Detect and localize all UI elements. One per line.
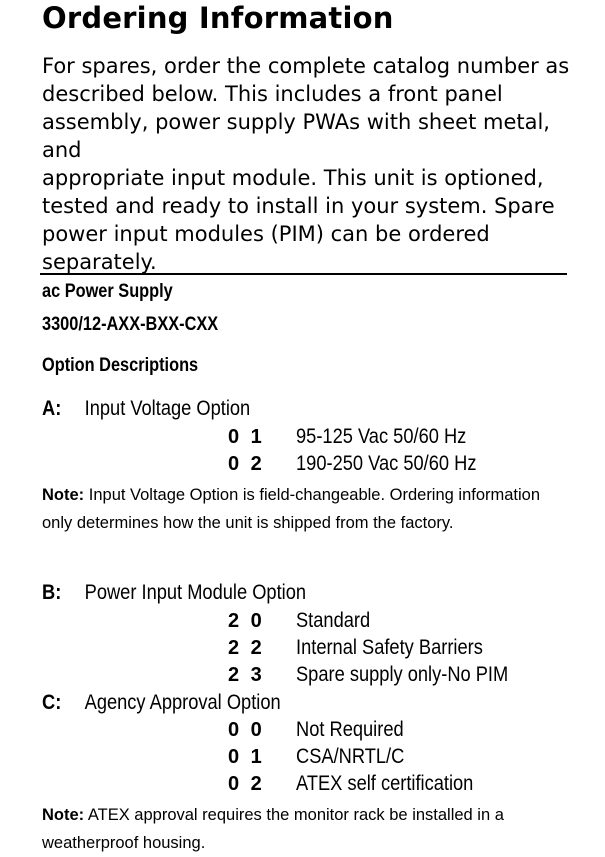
option-code: 0 0	[228, 719, 265, 741]
option-b-name: Power Input Module Option	[84, 581, 307, 604]
option-description: CSA/NRTL/C	[296, 745, 405, 768]
option-description: Spare supply only-No PIM	[296, 663, 509, 686]
section-divider	[40, 273, 567, 275]
option-a-name: Input Voltage Option	[84, 397, 251, 420]
option-code: 0 2	[228, 453, 265, 475]
option-description: Not Required	[296, 718, 404, 741]
catalog-number: 3300/12-AXX-BXX-CXX	[42, 314, 219, 335]
option-b-heading	[42, 580, 306, 606]
option-code: 2 3	[228, 664, 265, 686]
product-name: ac Power Supply	[42, 281, 173, 302]
option-c-letter: C:	[42, 691, 62, 714]
option-code: 0 1	[228, 746, 265, 768]
option-code: 2 0	[228, 610, 265, 632]
option-a-letter: A:	[42, 397, 62, 420]
option-c-heading	[42, 690, 281, 716]
note-text: ATEX approval requires the monitor rack be installed in a weatherproof housing.	[42, 806, 504, 852]
option-description: 190-250 Vac 50/60 Hz	[296, 452, 477, 475]
option-b-letter: B:	[42, 581, 62, 604]
note-label: Note:	[42, 486, 85, 504]
option-c-note	[42, 801, 562, 857]
intro-paragraph: For spares, order the complete catalog number as described below. This includes a front panel assembly, power supply PWAs with sheet metal, and appropriate input module. This unit is optioned, tested and ready to install in your system. Spare power input modules (PIM) can be ordered separately.	[42, 54, 570, 274]
note-label: Note:	[42, 806, 85, 824]
option-description: Internal Safety Barriers	[296, 636, 483, 659]
option-description: Standard	[296, 609, 371, 632]
option-description: ATEX self certification	[296, 772, 474, 795]
page-title: Ordering Information	[42, 1, 394, 35]
option-code: 2 2	[228, 637, 265, 659]
option-description: 95-125 Vac 50/60 Hz	[296, 425, 467, 448]
option-a-note	[42, 481, 562, 537]
option-descriptions-heading: Option Descriptions	[42, 355, 199, 376]
option-code: 0 1	[228, 426, 265, 448]
note-text: Input Voltage Option is field-changeable. Ordering information only determines how the unit is shipped from the factory.	[42, 486, 541, 532]
option-code: 0 2	[228, 773, 265, 795]
option-c-name: Agency Approval Option	[84, 691, 281, 714]
option-a-heading	[42, 396, 250, 422]
